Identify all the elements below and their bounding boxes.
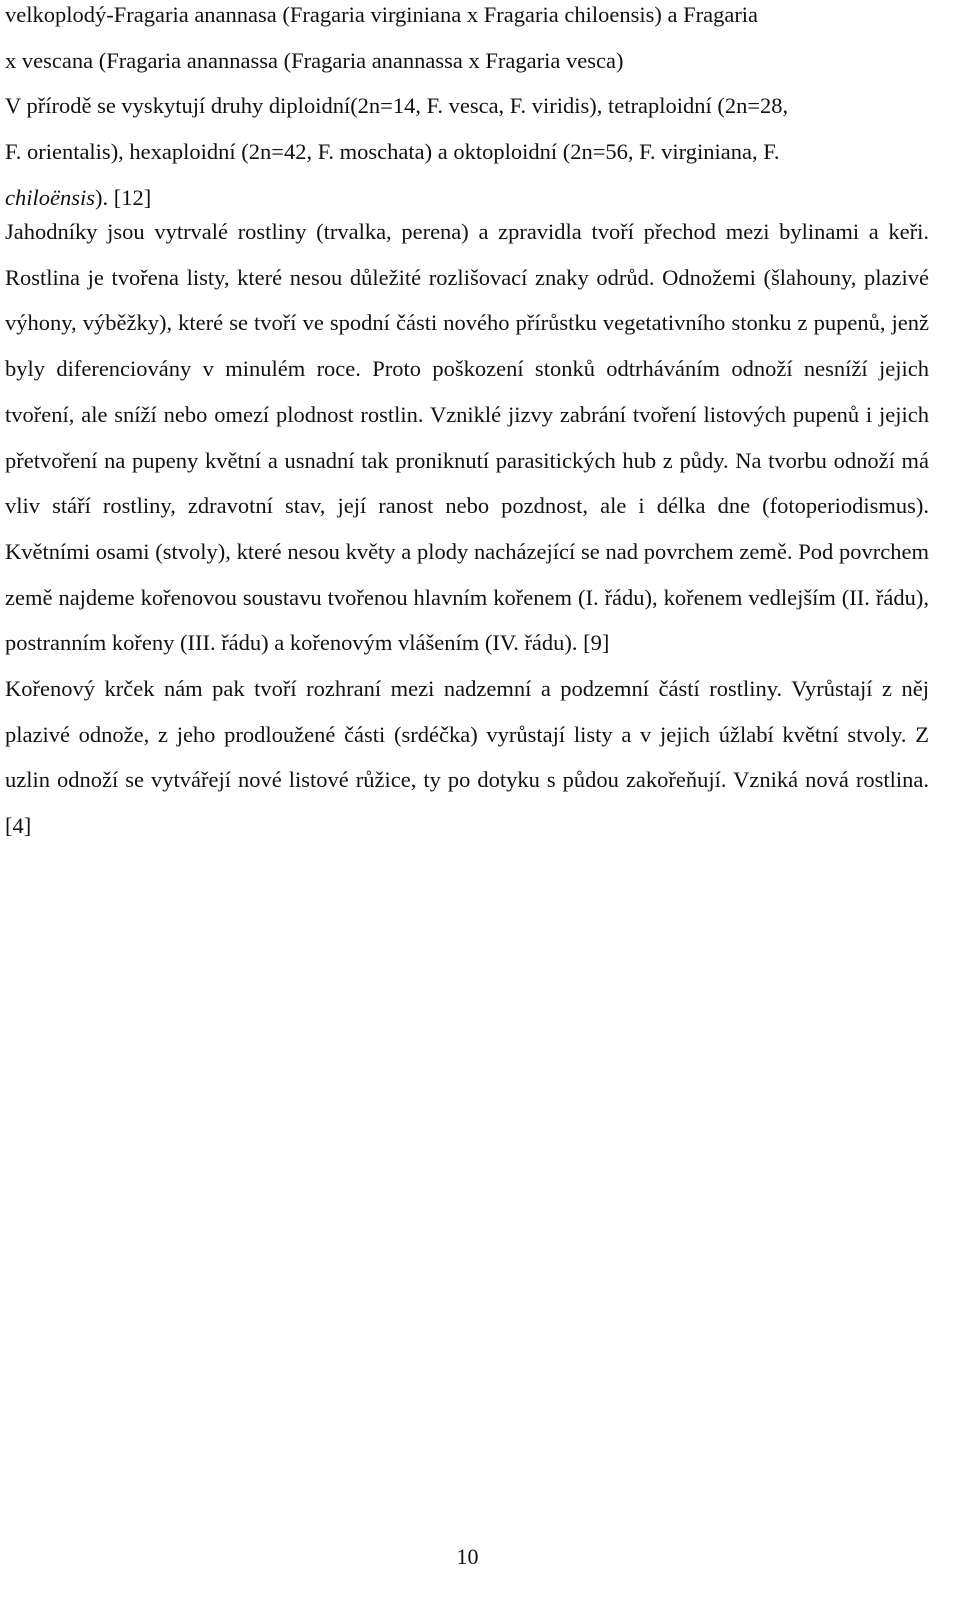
body-text bbox=[5, 209, 929, 849]
paragraph-plant-description: Jahodníky jsou vytrvalé rostliny (trvalka, perena) a zpravidla tvoří přechod mezi bylinami a keři. Rostlina je tvořena listy, které nesou důležité rozlišovací znaky odrůd. Odnožemi (šlahouny, plazivé výhony, výběžky), které se tvoří ve spodní části nového přírůstku vegetativního stonku z pupenů, jenž byly diferenciovány v minulém roce. Proto poškození stonků odtrháváním odnoží nesníží jejich tvoření, ale sníží nebo omezí plodnost rostlin. Vzniklé jizvy zabrání tvoření listových pupenů i jejich přetvoření na pupeny květní a usnadní tak proniknutí parasitických hub z půdy. Na tvorbu odnoží má vliv stáří rostliny, zdravotní stav, její ranost nebo pozdnost, ale i délka dne (fotoperiodismus). Květními osami (stvoly), které nesou květy a plody nacházející se nad povrchem země. Pod povrchem země najdeme kořenovou soustavu tvořenou hlavním kořenem (I. řádu), kořenem vedlejším (II. řádu), postranním kořeny (III. řádu) a kořenovým vlášením (IV. řádu). [9] bbox=[5, 219, 929, 656]
italic-species-name: chiloënsis bbox=[5, 184, 95, 210]
paragraph-root-collar: Kořenový krček nám pak tvoří rozhraní mezi nadzemní a podzemní částí rostliny. Vyrůstají z něj plazivé odnože, z jeho prodloužené části (srdéčka) vyrůstají listy a v jejich úžlabí květní stvoly. Z uzlin odnoží se vytvářejí nové listové růžice, ty po dotyku s půdou zakořeňují. Vzniká nová rostlina. [4] bbox=[5, 676, 929, 839]
text-line: V přírodě se vyskytují druhy diploidní(2n=14, F. vesca, F. viridis), tetraploidní (2n=28, bbox=[5, 93, 789, 119]
text-line: x vescana (Fragaria anannassa (Fragaria anannassa x Fragaria vesca) bbox=[5, 47, 624, 73]
page-number: 10 bbox=[456, 1544, 479, 1569]
species-intro bbox=[5, 0, 929, 221]
citation-text: ). [12] bbox=[95, 184, 152, 210]
text-line: velkoplodý-Fragaria anannasa (Fragaria virginiana x Fragaria chiloensis) a Fragaria bbox=[5, 2, 759, 27]
text-line: F. orientalis), hexaploidní (2n=42, F. moschata) a oktoploidní (2n=56, F. virginiana, F. bbox=[5, 139, 780, 165]
